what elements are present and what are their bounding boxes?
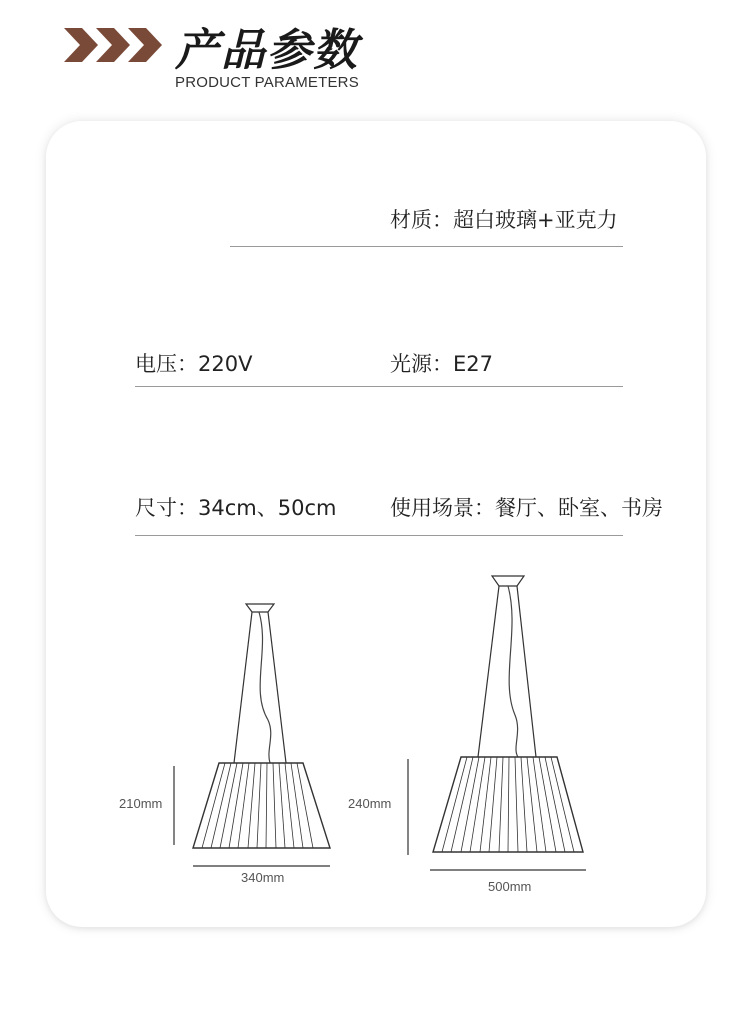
- size-text: 尺寸：34cm、50cm: [135, 496, 337, 520]
- light-source-text: 光源：E27: [390, 352, 493, 376]
- small-height-label: 210mm: [119, 796, 163, 811]
- page-title: 产品参数: [175, 25, 359, 76]
- page-subtitle: PRODUCT PARAMETERS: [175, 74, 359, 91]
- material-text: 材质：超白玻璃+亚克力: [390, 208, 618, 232]
- small-width-label: 340mm: [241, 870, 285, 885]
- large-height-label: 240mm: [348, 796, 392, 811]
- large-lamp-drawing: [408, 576, 586, 870]
- small-lamp-drawing: [174, 604, 330, 866]
- usage-text: 使用场景：餐厅、卧室、书房: [390, 496, 663, 520]
- large-width-label: 500mm: [488, 879, 532, 894]
- voltage-text: 电压：220V: [135, 352, 253, 376]
